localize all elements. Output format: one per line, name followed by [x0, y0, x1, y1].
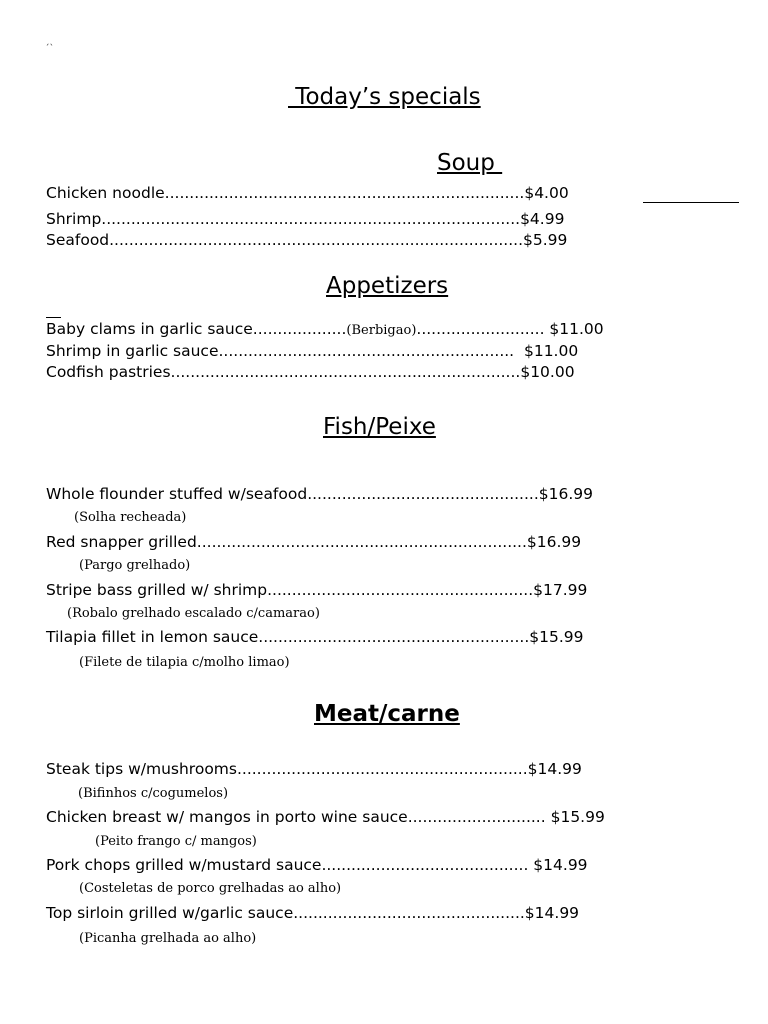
item-translation: (Bifinhos c/cogumelos) — [78, 786, 229, 801]
item-translation: (Pargo grelhado) — [79, 558, 191, 573]
section-heading-appetizers: Appetizers — [326, 273, 449, 299]
menu-item-seafood: Seafood....................................................................................$5.99 — [46, 231, 568, 249]
item-translation: (Robalo grelhado escalado c/camarao) — [67, 606, 320, 621]
item-translation: (Peito frango c/ mangos) — [95, 834, 257, 849]
menu-item-flounder: Whole flounder stuffed w/seafood...............................................$16.99 — [46, 485, 594, 503]
menu-item-baby-clams — [46, 320, 604, 338]
item-translation: (Costeletas de porco grelhadas ao alho) — [79, 881, 342, 896]
menu-item-shrimp: Shrimp.....................................................................................$4.99 — [46, 210, 565, 228]
item-translation: (Picanha grelhada ao alho) — [79, 931, 257, 946]
stray-mark: ´ˋ — [45, 44, 54, 54]
menu-item-pork-chops: Pork chops grilled w/mustard sauce.......................................... $14.99 — [46, 856, 588, 874]
menu-item-red-snapper: Red snapper grilled...................................................................$16.99 — [46, 533, 582, 551]
item-note: (Berbigao) — [346, 323, 417, 338]
item-translation: (Filete de tilapia c/molho limao) — [79, 655, 290, 670]
item-name: Baby clams in garlic sauce................... — [46, 320, 347, 338]
underline-rule — [643, 202, 739, 203]
section-heading-fish: Fish/Peixe — [323, 414, 436, 440]
menu-item-tilapia: Tilapia fillet in lemon sauce.......................................................$15.99 — [46, 628, 584, 646]
menu-item-stripe-bass: Stripe bass grilled w/ shrimp......................................................$17.99 — [46, 581, 588, 599]
menu-item-chicken-breast: Chicken breast w/ mangos in porto wine sauce............................ $15.99 — [46, 808, 605, 826]
section-heading-soup: Soup — [437, 150, 503, 176]
short-rule — [46, 317, 61, 318]
menu-item-steak-tips: Steak tips w/mushrooms...........................................................$14.99 — [46, 760, 582, 778]
menu-item-shrimp-garlic: Shrimp in garlic sauce............................................................ $11.00 — [46, 342, 579, 360]
menu-item-top-sirloin: Top sirloin grilled w/garlic sauce...............................................$14.99 — [46, 904, 580, 922]
item-translation: (Solha recheada) — [74, 510, 187, 525]
menu-item-chicken-noodle: Chicken noodle.........................................................................$4.00 — [46, 184, 569, 202]
item-price: .......................... $11.00 — [416, 320, 604, 338]
section-heading-meat: Meat/carne — [314, 701, 460, 727]
menu-item-codfish-pastries: Codfish pastries.......................................................................$10.00 — [46, 363, 575, 381]
page-title: Today’s specials — [288, 84, 481, 110]
